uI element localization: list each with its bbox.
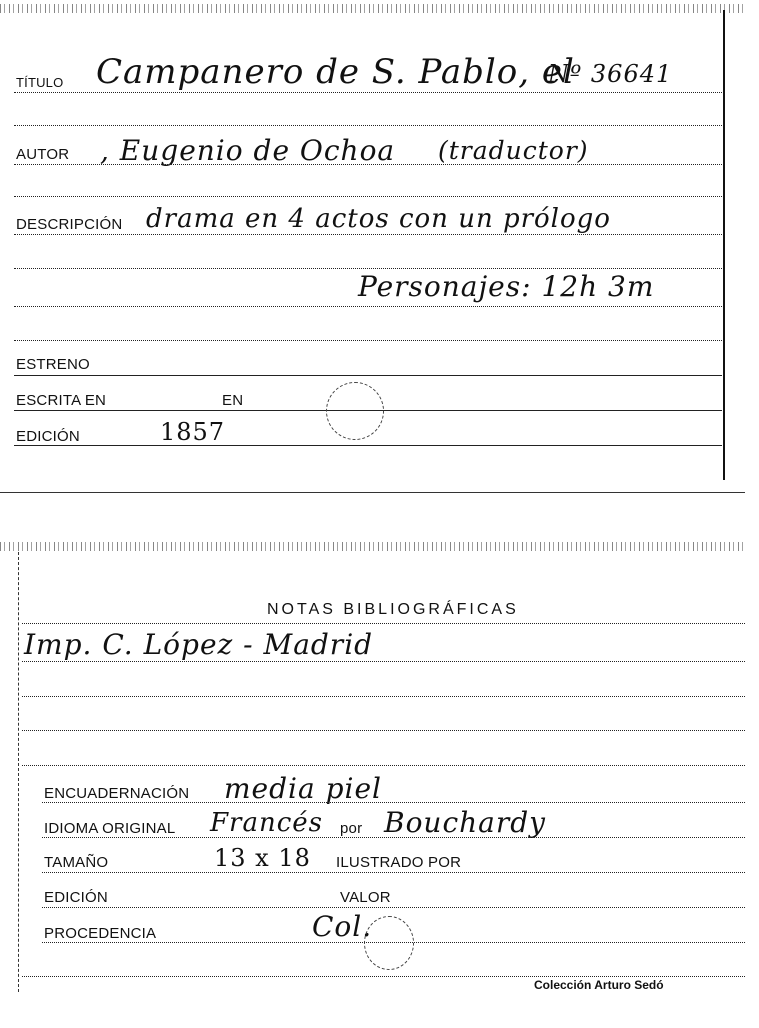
tamano-value: 13 x 18	[214, 844, 311, 872]
back-card	[0, 538, 759, 1008]
edicion-label: EDICIÓN	[16, 428, 80, 445]
card-bottom-edge	[0, 492, 745, 493]
escrita-label: ESCRITA EN	[16, 392, 107, 409]
collection-footer: Colección Arturo Sedó	[534, 978, 664, 992]
descripcion-label: DESCRIPCIÓN	[16, 216, 123, 233]
notas-value: Imp. C. López - Madrid	[24, 628, 374, 661]
encuadernacion-label: ENCUADERNACIÓN	[44, 785, 190, 802]
idioma-value: Francés	[210, 808, 324, 838]
ruled-line	[22, 623, 745, 624]
card-left-edge	[18, 552, 20, 992]
estreno-line	[14, 375, 722, 376]
ruled-line	[14, 268, 722, 269]
estreno-label: ESTRENO	[16, 356, 90, 373]
autor-line	[14, 164, 722, 165]
descripcion-value: drama en 4 actos con un prólogo	[146, 204, 611, 234]
idioma-label: IDIOMA ORIGINAL	[44, 820, 176, 837]
ruled-line	[22, 765, 745, 766]
titulo-line	[14, 92, 722, 93]
titulo-label: TÍTULO	[16, 75, 64, 90]
edicion-label: EDICIÓN	[44, 889, 108, 906]
personajes-line	[14, 306, 722, 307]
scan-noise-top	[0, 4, 745, 13]
stamp-mark	[364, 916, 414, 970]
procedencia-line	[42, 942, 745, 943]
personajes-value: Personajes: 12h 3m	[358, 270, 655, 303]
en-label: EN	[222, 392, 244, 409]
encuadernacion-line	[42, 802, 745, 803]
procedencia-value: Col.	[312, 910, 373, 943]
por-label: por	[340, 820, 363, 837]
ilustrado-label: ILUSTRADO POR	[336, 854, 462, 871]
autor-label: AUTOR	[16, 146, 70, 163]
idioma-line	[42, 837, 745, 838]
valor-label: VALOR	[340, 889, 391, 906]
scan-noise-top	[0, 542, 745, 551]
stamp-mark	[326, 382, 384, 440]
ruled-line	[22, 976, 745, 977]
encuadernacion-value: media piel	[224, 772, 382, 805]
tamano-line	[42, 872, 745, 873]
ruled-line	[22, 696, 745, 697]
autor-value: , Eugenio de Ochoa	[100, 134, 396, 167]
ruled-line	[22, 730, 745, 731]
autor-note: (traductor)	[438, 136, 589, 165]
edicion-line	[42, 907, 745, 908]
ruled-line	[14, 125, 722, 126]
tamano-label: TAMAÑO	[44, 854, 109, 871]
front-card	[0, 0, 759, 495]
edicion-line	[14, 445, 722, 446]
edicion-value: 1857	[160, 418, 226, 446]
ruled-line	[14, 196, 722, 197]
notas-heading: NOTAS BIBLIOGRÁFICAS	[267, 601, 519, 618]
autor-original-value: Bouchardy	[384, 806, 547, 839]
ruled-line	[14, 340, 722, 341]
numero-value: Nº 36641	[548, 60, 673, 88]
ruled-line	[22, 661, 745, 662]
titulo-value: Campanero de S. Pablo, el	[96, 52, 575, 92]
descripcion-line	[14, 234, 722, 235]
procedencia-label: PROCEDENCIA	[44, 925, 157, 942]
card-right-edge	[723, 10, 726, 480]
